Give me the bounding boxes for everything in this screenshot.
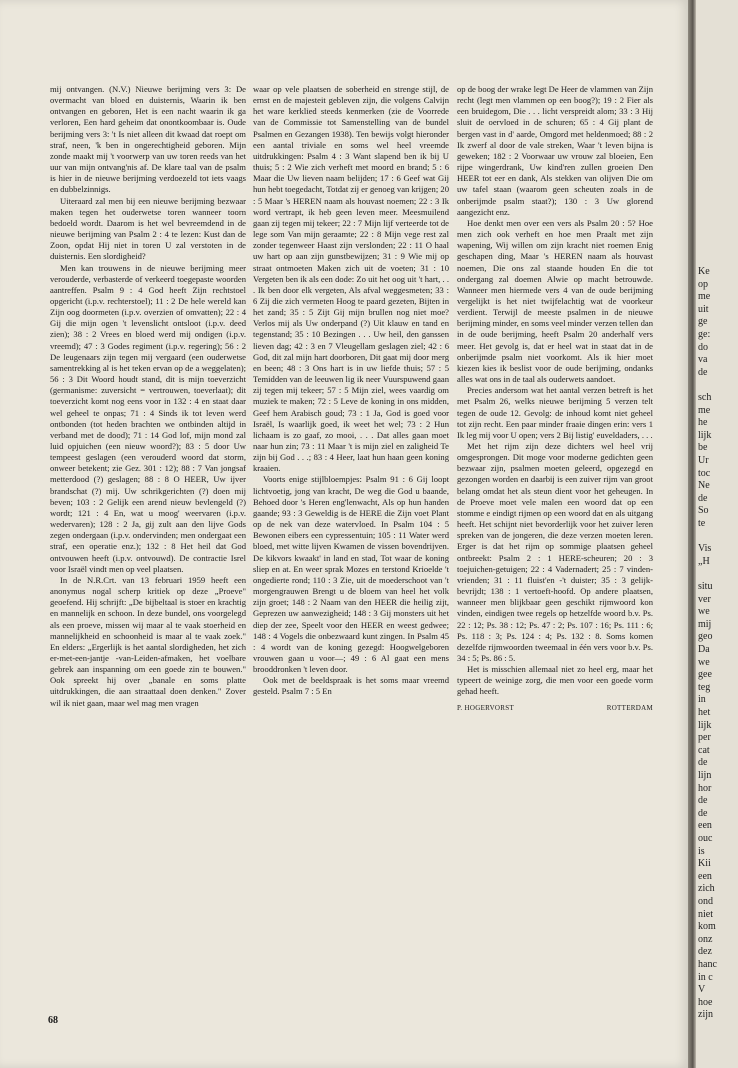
next-page-fragment: he [698, 417, 708, 429]
next-page-fragment: Ne [698, 480, 710, 492]
next-page-fragment: „H [698, 555, 710, 567]
paragraph: mij ontvangen. (N.V.) Nieuwe berijming vers 3: De overmacht van bloed en duisternis, Waarin ik ben ontvangen en geboren, Het is een nacht waarin ik ga verloren, Een hard geheim dat onontkoombaar is. Oude berijming vers 3: 't Is niet alleen dit kwaad dat roept om straf, neen, 'k ben in ongerechtigheid geboren. Mijn zonde maakt mij 't voorwerp van uw toren reeds van het uur van mijn ontvang'nis af. De klare taal van de psalm is hier in de nieuwe berijming verdoezeld tot iets vaags en dubbelzinnigs. [50, 84, 246, 195]
next-page-fragment: onz [698, 933, 713, 945]
next-page-fragment: een [698, 870, 712, 882]
next-page-fragment: mij [698, 618, 712, 630]
next-page-fragment: de [698, 492, 708, 504]
next-page-fragment: het [698, 707, 711, 718]
next-page-fragment: zich [698, 883, 715, 895]
next-page-fragment: lijk [698, 719, 712, 731]
next-page-fragment: situ [698, 581, 713, 592]
next-page-fragment: me [698, 291, 711, 303]
next-page-fragment: ver [698, 593, 711, 605]
next-page-fragment: Ke [698, 266, 710, 277]
next-page-fragment: de [698, 757, 708, 769]
paragraph: Men kan trouwens in de nieuwe berijming meer verouderde, verbasterde of verkeerd toegepaste woorden aantreffen. Psalm 9 : 4 God heeft Zijn rechtstoel opgericht (i.p.v. rechterstoel); 11 : 2 De hele wereld kan Zijn oog doormeten (i.p.v. overzien of omvatten); 22 : 4 Gij die mijn ogen 't levenslicht ontsloot (i.p.v. deed zien); 38 : 2 Vrees en bloed werd mij ondigen (i.p.v. vreemd); 47 : 3 Godes regiment (i.p.v. regering); 56 : 2 De leugenaars zijn tegen mij vergaard (een ouderwetse samentrekking al is het teken ervan op de a weggelaten); 56 : 3 Dit Woord houdt stand, dit is mijn toeverzicht (germanisme: zuversicht = vertrouwen, toeverlaat); dit toeverzicht komt nog eens voor in 132 : 4 en staat daar wel geheel te onpas; 71 : 4 Sinds ik tot leven werd ontbonden (tot heden brachten we ontbinden altijd in verband met de dood); 71 : 14 God lof, mijn mond zal luid opjuichen (een nieuw woord?); 83 : 5 door Uw tempeest geslagen (een verouderd woord dat storm, onweer betekent; zie Gez. 301 : 12); 88 : 7 Van jongsaf metterdood (?) geslagen; 88 : 8 O HEER, Uw ijver brandschat (?) mij. Uw schrikgerichten (?) doen mij beven; 103 : 2 Gelijk een arend nieuw bevlengeld (?) wordt; 121 : 4 En, wat u moog' weervaren (i.p.v. wedervaren); 128 : 2 Ja, gij zult aan den lijve Gods zegen ondergaan (i.p.v. ondervinden; men ondergaat een straf, een operatie enz.); 132 : 8 Het heil dat God ontvouwen heeft (i.p.v. ontvouwd). De contractie Isrel voor Israël vindt men op veel plaatsen. [50, 262, 246, 574]
next-page-fragment: lijk [698, 429, 712, 441]
paragraph: Precies andersom wat het aantal verzen betreft is het met Psalm 26, welks nieuwe berijming 5 verzen telt tegen de oude 12. Gevolg: de inhoud komt niet geheel tot zijn recht. Een paar minder fraaie dingen erin: vers 1 Ik leg mij voor U open; vers 2 Bij listig' euveldaders, . . . [457, 385, 653, 440]
author-signature [457, 703, 653, 714]
next-page-fragment: gee [698, 669, 712, 681]
next-page-fragment: be [698, 442, 708, 454]
next-page-fragment: hoe [698, 996, 713, 1008]
paragraph: op de boog der wrake legt De Heer de vlammen van Zijn recht (legt men vlammen op een boog?); 19 : 2 Fier als een bruidegom, Die . . . licht verspreidt alom; 33 : 3 Hij sluit de oervloed in de schuren; 65 : 4 Gij plant de bergen vast in d' aarde, Omgord met heldenmoed; 88 : 2 Ik zwerf al door de vale streken, Waar 't leven bijna is geweken; 182 : 2 Voorwaar uw vrouw zal bloeien, Een rijpe wingerdrank, Uw kind'ren zullen groeien Den HEER tot eer en dank, Als stekken van olijven Die om uw tafel staan (waarom geen scheuten zoals in de onberijmde psalm staat?); 130 : 3 Uw glorend aangezicht enz. [457, 84, 653, 217]
text-column-right [457, 84, 653, 714]
adjacent-page-edge [696, 0, 738, 1068]
next-page-fragment: do [698, 341, 708, 353]
author-name: P. HOGERVORST [457, 703, 515, 712]
next-page-fragment: sch [698, 392, 712, 403]
page-number: 68 [48, 1015, 58, 1026]
next-page-fragment: ge [698, 316, 708, 328]
next-page-fragment: een [698, 820, 712, 832]
next-page-fragment: teg [698, 681, 711, 693]
paragraph: In de N.R.Crt. van 13 februari 1959 heeft een anonymus nogal scherp kritiek op deze „Proeve" geoefend. Hij schrijft: „De bijbeltaal is stoer en krachtig en mannelijk en schoon. In deze bundel, ons voorgelegd als een proeve, missen wij maar al te vaak stoerheid en mannelijkheid en schoonheid is maar al te vaak zoek." En elders: „Ergerlijk is het aantal slordigheden, het zich er-met-een-jantje -van-Leiden-afmaken, het voelbare gebrek aan inspanning om een goede zin te bouwen." Ook spreekt hij over „banale en soms platte uitdrukkingen, die aan straattaal doen denken." Zover wil ik niet gaan, maar wel mag men vragen [50, 574, 246, 708]
next-page-fragment: te [698, 518, 706, 529]
next-page-fragment: in [698, 694, 706, 706]
text-column-left [50, 84, 246, 709]
paragraph: Voorts enige stijlbloempjes: Psalm 91 : 6 Gij loopt lichtvoetig, jong van kracht, De weg die God u baande, Behoed door 's Heren eng'lenwacht, Als op hun handen gaande; 93 : 3 Geweldig is de HERE die Zijn voet Plant op de nek van deze watervloed. In Psalm 104 : 5 Bewonen eibers een cypressentuin; 105 : 11 Water werd bloed, met witte lijven Kwamen de vissen bovendrijven. De kikvors kwaakt' in land en stad, Tot waar de koning sliep en at. En weer sprak Mozes en terstond Krioelde 't ongedierte rond; 110 : 3 Zie, uit de moederschoot van 't morgengrauwen Brengt u de bloem van heel het volk zijn groet; 148 : 2 Naam van den HEER die heilig zijt, Geprezen uw aanwezigheid; 148 : 3 Gij monsters uit het diep der zee, Speelt voor den HEER en weest gedwee; 148 : 4 Vogels die onbezwaard kunt zingen. In Psalm 45 : 4 wordt van de koning gezegd: Hoogwelgeboren vrouwen gaan u voor—; 49 : 6 Al gaat een mens brooddronken 't leven door. [253, 474, 449, 675]
next-page-fragment: uit [698, 303, 709, 315]
next-page-fragment: we [698, 656, 710, 668]
next-page-fragment: kom [698, 921, 716, 933]
next-page-fragment: per [698, 732, 711, 744]
paragraph: Hoe denkt men over een vers als Psalm 20 : 5? Hoe men zich ook verheft en hoe men Praalt met zijn wapening, Wij willen om zijn kracht niet roemen Enig geschapen ding, Maar 's HEREN naam als houvast noemen, Die ons zal staande houden En die tot ondergang zal doemen Alwie op macht betrouwde. Wanneer men hiermede vers 4 van de oude berijming vergelijkt is het niet twijfelachtig wat de voorkeur verdient. Terwijl de meeste psalmen in de nieuwe berijming minder, en soms veel minder verzen tellen dan in de oude berijming, heeft Psalm 20 anderhalf vers meer. Het gevolg is, dat er heel wat in staat dat in de onberijmde psalm niet voorkomt. Als ik hier moet kiezen kies ik beslist voor de oude berijming, ondanks alles wat ons in de taal als ouderwets aandoet. [457, 217, 653, 385]
next-page-fragment: de [698, 795, 708, 807]
next-page-fragment: de [698, 366, 708, 378]
next-page-fragment: So [698, 505, 709, 517]
next-page-fragment: op [698, 278, 708, 290]
book-gutter [688, 0, 696, 1068]
next-page-fragment: dez [698, 946, 712, 958]
author-place: ROTTERDAM [606, 703, 653, 712]
next-page-fragment: is [698, 845, 705, 857]
paragraph: Het is misschien allemaal niet zo heel erg, maar het typeert de weinige zorg, die men voor een goede vorm gehad heeft. [457, 664, 653, 697]
next-page-fragment: toc [698, 467, 711, 479]
text-column-middle [253, 84, 449, 698]
next-page-fragment: we [698, 606, 710, 618]
paragraph: Met het rijm zijn deze dichters wel heel vrij omgesprongen. Dit moge voor moderne gedichten geen bezwaar zijn, psalmen moeten geleerd, opgezegd en gezongen worden en daarbij is een zuiver rijm van groot belang omdat het als steun dient voor het geheugen. In de Proeve moet vele malen een woord dat op een stomme e eindigt rijmen op een woord dat en als uitgang heeft. Het schijnt niet bevorderlijk voor het zuiver leren spreken van de jongeren, die deze verzen moeten leren. Erger is dat het rijm op sommige plaatsen geheel ontbreekt: Psalm 2 : 1 HERE-scheuren; 20 : 3 toejuichen-getuigen; 22 : 4 Vadernadert; 25 : 7 vinden-vrienden; 31 : 11 fluist'en -'t duister; 35 : 3 gelijk-bevrijdt; 138 : 1 vertoeft-hoofd. Op andere plaatsen, wanneer men blijkbaar geen geschikt rijmwoord kon vinden, eindigen twee regels op hetzelfde woord b.v. Ps. 22 : 12; Ps. 38 : 12; Ps. 47 : 2; Ps. 107 : 16; Ps. 111 : 6; Ps. 118 : 3; Ps. 124 : 4; Ps. 132 : 8. Soms komen dezelfde rijmwoorden tweemaal in één vers voor b.v. Ps. 34 : 5; Ps. 86 : 5. [457, 441, 653, 663]
next-page-fragment: niet [698, 908, 713, 920]
paragraph: waar op vele plaatsen de soberheid en strenge stijl, de ernst en de majesteit gebleven zijn, die volgens Calvijn het ware kerklied steeds kenmerken (zie de Voorrede van de Commissie tot Samenstelling van de bundel Psalmen en Gezangen 1938). Ten bewijs volgt hieronder een aantal triviale en soms wel heel vreemde uitdrukkingen: Psalm 4 : 3 Want slapend ben ik bij U thuis; 5 : 2 Wie zich verheft met moord en brand; 5 : 6 Maar die Uw lieven naam belijden; 17 : 6 Geef wat Gij hun hebt toegedacht, Totdat zij er genoeg van krijgen; 20 : 5 Maar 's HEREN naam als houvast noemen; 22 : 3 Ik word vertrapt, ik heb geen leven meer. Meesmuilend gaan zij tegen mij tekeer; 22 : 7 Mijn lijf verteerde tot de lege som Van mijn geraamte; 22 : 8 Mijn vege rest zal zonder tegenweer Haast zijn verslonden; 22 : 11 O haal uw hart op aan zijn gunstbewijzen; 31 : 9 Wie mij op straat ontmoeten Maken zich uit de voeten; 31 : 10 Vergeten ben ik als een dode: Zo uit het oog uit 't hart, . . . Ik ben door elk vergeten, Als afval weggesmeten; 33 : 6 Zij die zich vermeten Hoog te paard gezeten, Bijten in het zand; 35 : 5 Zijt Gij mijn brullen nog niet moe? Verlos mij als Uw onderpand (?) Uit klauw en tand en tegenstand; 35 : 10 Bezingen . . . Uw heil, den ganssen lieven dag; 42 : 3 en 7 Vleugellam geslagen ziel; 42 : 6 God, dit zal mijn hart doorboren, Dit gaat mij door merg en been; 48 : 3 Ons hart is in uw liefde thuis; 57 : 5 Temidden van de leeuwen lig ik neer Vuurspuwend gaan zij tegen mij tekeer; 57 : 5 Mijn ziel, wees vaardig om muziek te maken; 72 : 5 Leve de koning in ons midden, Geef hem Arabisch goud; 73 : 1 Ja, God is goed voor Israël, Is waarlijk goed, ik weet het wel; 73 : 2 Hun lichaam is zo gaaf, zo mooi, . . . Dat alles gaan moet naar hun zin; 73 : 11 Maar 't is mijn ziel en zaligheid Te zijn bij God . . .; 83 : 4 Heer, laat hun haan geen koning kraaien. [253, 84, 449, 474]
next-page-fragment: cat [698, 744, 710, 756]
next-page-fragment: V [698, 984, 706, 996]
next-page-fragment: ouc [698, 833, 713, 844]
next-page-fragment: me [698, 404, 711, 416]
next-page-fragment: Kii [698, 858, 711, 870]
paragraph: Ook met de beeldspraak is het soms maar vreemd gesteld. Psalm 7 : 5 En [253, 675, 449, 697]
next-page-fragment: lijn [698, 770, 712, 781]
next-page-fragment: Da [698, 644, 710, 655]
next-page-fragment: zijn [698, 1009, 713, 1021]
next-page-fragment: ond [698, 896, 713, 907]
paragraph: Uiteraard zal men bij een nieuwe berijming bezwaar maken tegen het ouderwetse toren wanneer toorn bedoeld wordt. Daarom is het wel bevreemdend in de nieuwe berijming van Psalm 2 : 4 te lezen: Kust dan de Zoon, opdat Hij niet in toren U zal verstoten in de duisternis. Een slordigheid? [50, 195, 246, 262]
next-page-fragment: hor [698, 782, 712, 794]
next-page-fragment: ge: [698, 329, 711, 340]
next-page-fragment: va [698, 354, 708, 366]
next-page-fragment: Vis [698, 543, 712, 555]
next-page-fragment: Ur [698, 455, 709, 466]
next-page-fragment: geo [698, 631, 713, 643]
next-page-fragment: de [698, 807, 708, 819]
next-page-fragment: hanc [698, 959, 717, 970]
next-page-fragment: in c [698, 971, 713, 983]
